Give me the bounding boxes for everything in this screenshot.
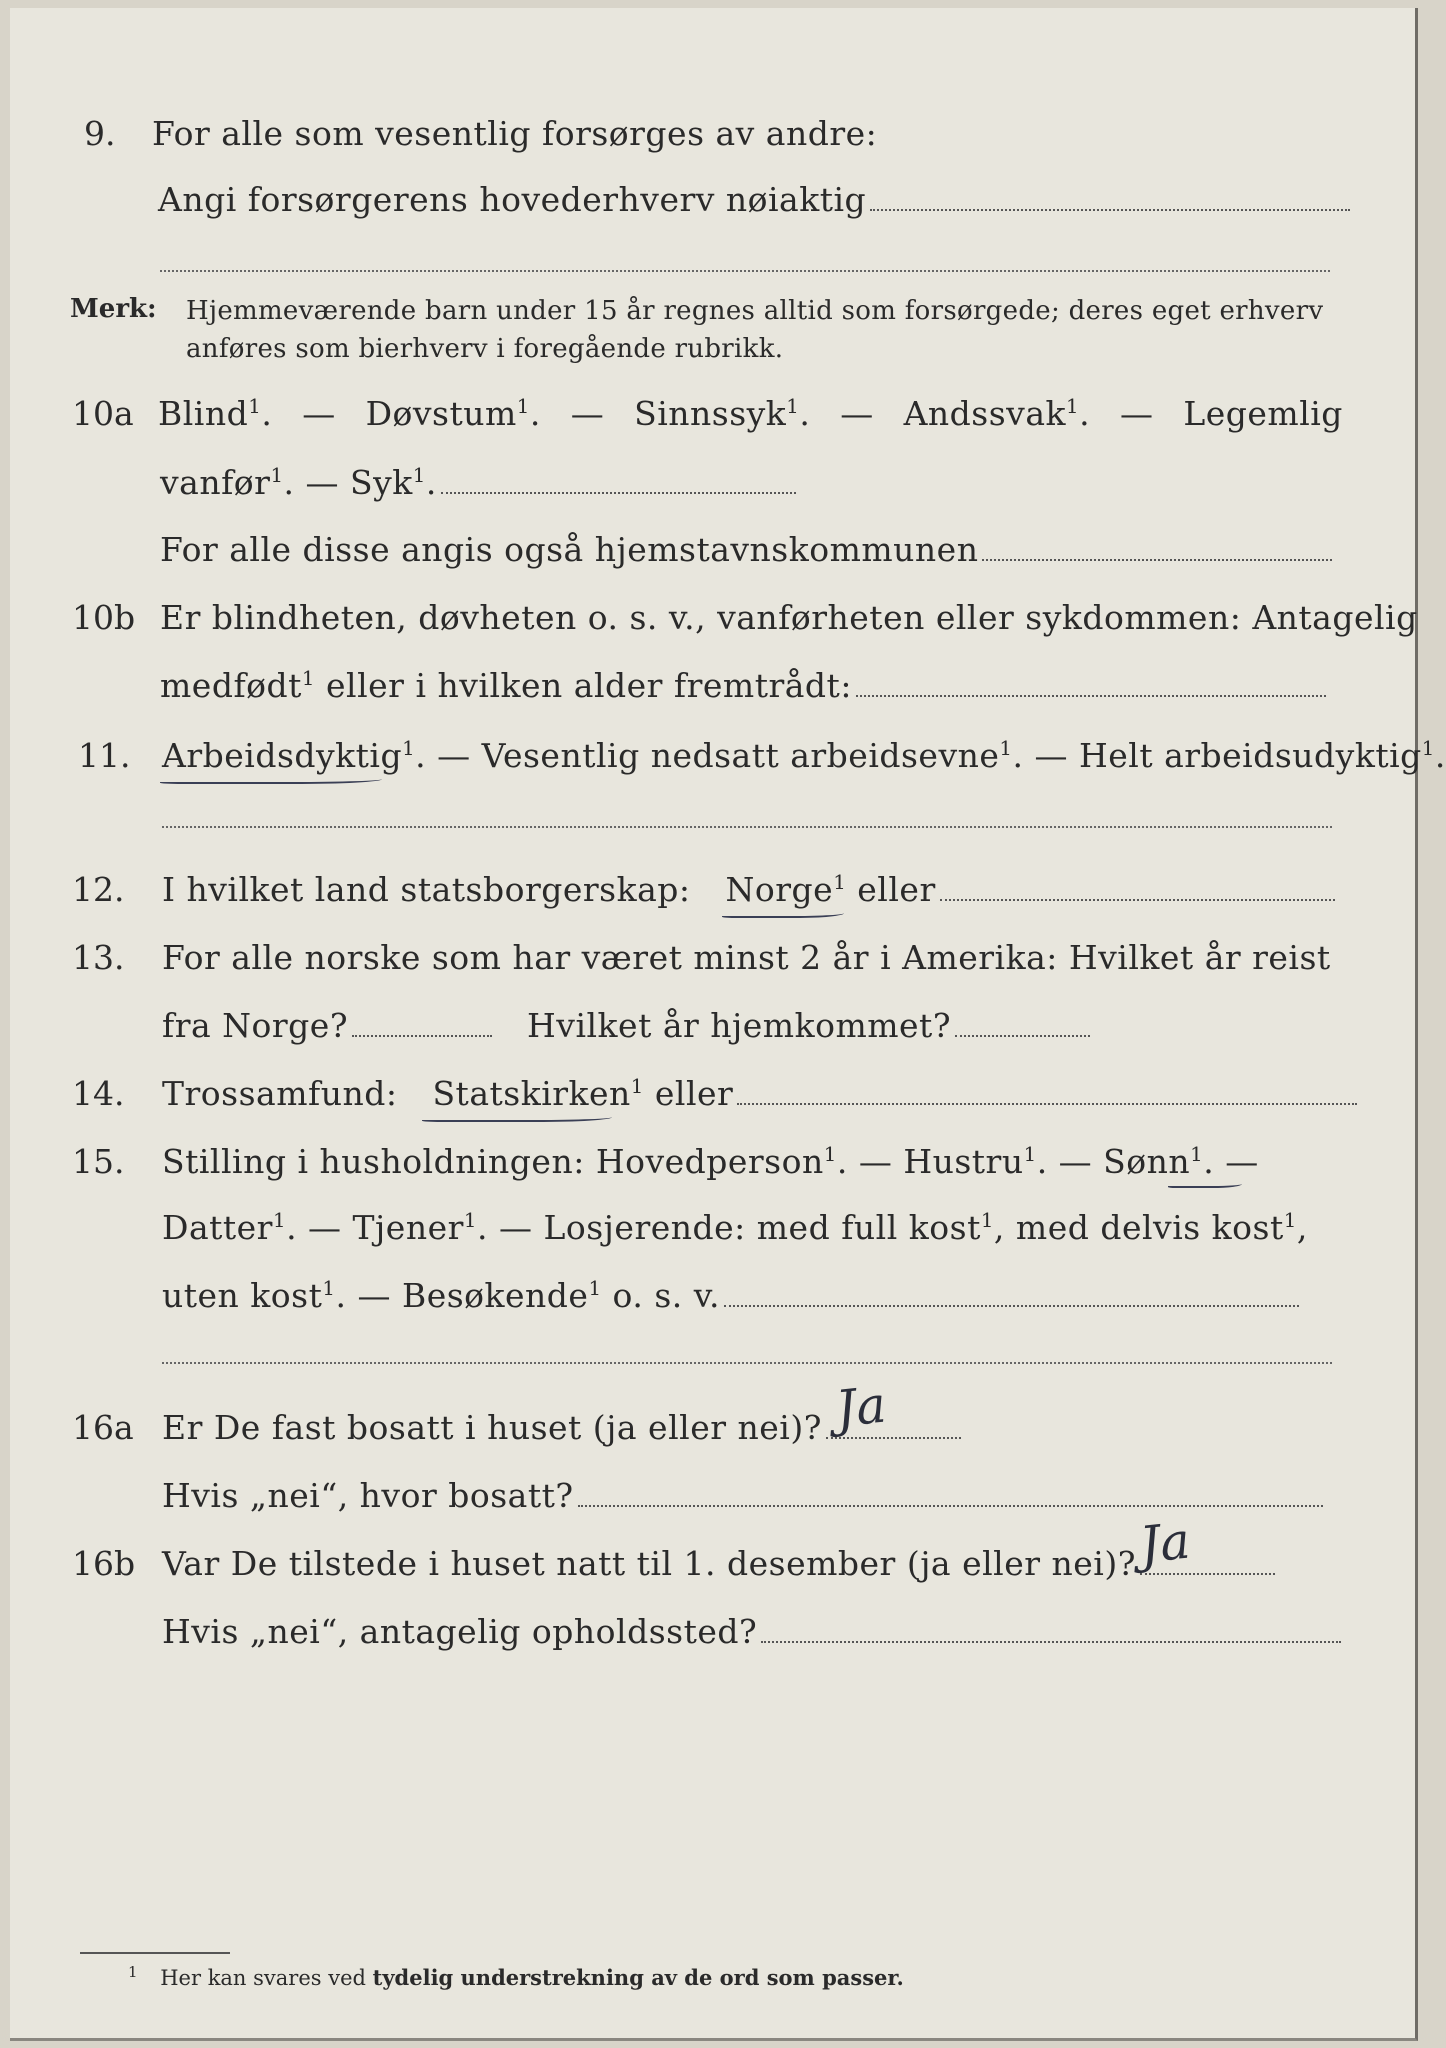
q14-suffix: eller <box>654 1074 734 1113</box>
q10a-opt-dovstum[interactable]: Døvstum$^1$. <box>365 394 541 433</box>
q15-answer-line-2[interactable] <box>162 1362 1332 1364</box>
q10a-opt-syk[interactable]: Syk$^1$. <box>350 463 437 502</box>
q13-line-2 <box>162 1006 1090 1045</box>
q10b-opt-medfodt[interactable]: medfødt$^1$ <box>160 666 316 705</box>
q10b-line-2 <box>160 666 1326 705</box>
q10a-syk-line[interactable] <box>441 492 796 494</box>
q16a-handwritten-answer: Ja <box>833 1375 889 1439</box>
q15-opt-hustru[interactable]: Hustru$^1$ <box>903 1142 1037 1181</box>
q10a-opt-andssvak[interactable]: Andssvak$^1$. <box>903 394 1091 433</box>
q15-osv: o. s. v. <box>612 1276 720 1315</box>
q16a-question: Er De fast bosatt i huset (ja eller nei)? <box>162 1408 822 1447</box>
q10a-kommune-line[interactable] <box>982 559 1332 561</box>
q15-opt-besokende[interactable]: Besøkende$^1$ <box>401 1276 602 1315</box>
q13-line-1: For alle norske som har været minst 2 år i Amerika: Hvilket år reist <box>162 938 1331 977</box>
q14-label: Trossamfund: <box>162 1074 398 1113</box>
q12-line <box>162 870 1335 909</box>
q16b-line-2 <box>162 1612 1341 1651</box>
merk-line-1: Hjemmeværende barn under 15 år regnes alltid som forsørgede; deres eget erhverv <box>186 296 1324 326</box>
q10b-number: 10b <box>72 598 136 637</box>
q14-answer-line[interactable] <box>737 1103 1357 1105</box>
q10b-line-1: Er blindheten, døvheten o. s. v., vanførheten eller sykdommen: Antagelig <box>160 598 1418 637</box>
q16b-answer-line[interactable] <box>1140 1573 1275 1575</box>
q12-handwritten-underline <box>722 906 844 918</box>
footnote-mark: 1 <box>128 1963 138 1981</box>
q11-line: Arbeidsdyktig$^1$. — Vesentlig nedsatt arbeidsevne$^1$. — Helt arbeidsudyktig$^1$. <box>162 736 1446 775</box>
q12-suffix: eller <box>857 870 936 909</box>
q15-line-2: Datter$^1$. — Tjener$^1$. — Losjerende: med full kost$^1$, med delvis kost$^1$, <box>162 1208 1308 1247</box>
q12-number: 12. <box>72 870 125 909</box>
q10b-answer-line[interactable] <box>856 695 1326 697</box>
footnote-rule <box>80 1952 230 1954</box>
q15-answer-line[interactable] <box>724 1305 1299 1307</box>
q10a-line-3 <box>160 530 1332 569</box>
q10a-opt-sinnssyk[interactable]: Sinnssyk$^1$. <box>634 394 811 433</box>
footnote <box>128 1963 904 1990</box>
q12-answer-norge[interactable]: Norge$^1$ <box>725 870 847 909</box>
q13-hjemkommet-label: Hvilket år hjemkommet? <box>527 1006 952 1045</box>
q11-opt-udyktig[interactable]: Helt arbeidsudyktig$^1$ <box>1078 736 1435 775</box>
q10a-line-1: Blind$^1$. — Døvstum$^1$. — Sinnssyk$^1$. — Andssvak$^1$. — Legemlig <box>158 394 1343 433</box>
q16b-question: Var De tilstede i huset natt til 1. desember (ja eller nei)? <box>162 1544 1136 1583</box>
q9-answer-line[interactable] <box>870 209 1350 211</box>
q12-label: I hvilket land statsborgerskap: <box>162 870 691 909</box>
q11-handwritten-underline <box>160 772 382 784</box>
q10a-opt-blind[interactable]: Blind$^1$. <box>158 394 273 433</box>
footnote-bold-text: tydelig understrekning av de ord som passer. <box>372 1965 904 1990</box>
q11-opt-arbeidsdyktig[interactable]: Arbeidsdyktig$^1$ <box>162 736 416 775</box>
merk-label: Merk: <box>70 294 157 324</box>
q11-opt-nedsatt[interactable]: Vesentlig nedsatt arbeidsevne$^1$ <box>481 736 1013 775</box>
merk-line-2: anføres som bierhverv i foregående rubrikk. <box>186 334 784 364</box>
q16a-hvor-label: Hvis „nei“, hvor bosatt? <box>162 1476 574 1515</box>
q16b-number: 16b <box>72 1544 136 1583</box>
q15-opt-tjener[interactable]: Tjener$^1$ <box>352 1208 477 1247</box>
q15-opt-hovedperson[interactable]: Stilling i husholdningen: Hovedperson$^1$ <box>162 1142 837 1181</box>
q13-hjemkommet-line[interactable] <box>955 1035 1090 1037</box>
q13-reist-line[interactable] <box>352 1035 492 1037</box>
q10a-opt-legemlig[interactable]: Legemlig <box>1183 394 1343 433</box>
q16a-hvor-line[interactable] <box>578 1505 1323 1507</box>
q13-number: 13. <box>72 938 125 977</box>
q14-handwritten-underline <box>422 1110 612 1122</box>
q13-reist-label: fra Norge? <box>162 1006 349 1045</box>
q15-line-3: uten kost$^1$. — Besøkende$^1$ o. s. v. <box>162 1276 1299 1315</box>
q15-opt-delvis-kost[interactable]: med delvis kost$^1$ <box>1015 1208 1297 1247</box>
census-form-page <box>10 8 1446 2041</box>
q9-answer-line-2[interactable] <box>160 270 1330 272</box>
q16a-number: 16a <box>72 1408 134 1447</box>
q9-number: 9. <box>84 114 116 153</box>
q15-opt-uten-kost[interactable]: uten kost$^1$ <box>162 1276 336 1315</box>
q15-opt-full-kost[interactable]: Losjerende: med full kost$^1$ <box>543 1208 994 1247</box>
q9-title: For alle som vesentlig forsørges av andre: <box>152 114 878 153</box>
q15-opt-datter[interactable]: Datter$^1$ <box>162 1208 287 1247</box>
q11-answer-line[interactable] <box>162 826 1332 828</box>
q10b-line-2-text: eller i hvilken alder fremtrådt: <box>326 666 852 705</box>
q10a-opt-vanfor[interactable]: vanfør$^1$. <box>160 463 295 502</box>
q15-number: 15. <box>72 1142 125 1181</box>
q15-opt-sonn[interactable]: Sønn$^1$ <box>1103 1142 1204 1181</box>
q9-label-text: Angi forsørgerens hovederhverv nøiaktig <box>158 180 867 219</box>
q16b-line-1 <box>162 1544 1275 1583</box>
footnote-text: Her kan svares ved <box>160 1966 366 1990</box>
q15-line-1: Stilling i husholdningen: Hovedperson$^1$. — Hustru$^1$. — Sønn$^1$. — <box>162 1142 1259 1181</box>
q11-number: 11. <box>78 736 131 775</box>
q9-label <box>158 180 1350 219</box>
q14-answer-statskirken[interactable]: Statskirken$^1$ <box>432 1074 644 1113</box>
q10a-number: 10a <box>72 394 134 433</box>
q15-handwritten-underline <box>1168 1178 1242 1188</box>
q12-answer-line[interactable] <box>940 899 1335 901</box>
q14-number: 14. <box>72 1074 125 1113</box>
q14-line <box>162 1074 1357 1113</box>
q16b-opholdssted-line[interactable] <box>761 1641 1341 1643</box>
q16b-opholdssted-label: Hvis „nei“, antagelig opholdssted? <box>162 1612 758 1651</box>
q16b-handwritten-answer: Ja <box>1137 1511 1193 1575</box>
q16a-line-2 <box>162 1476 1323 1515</box>
q10a-line-2: vanfør$^1$. — Syk$^1$. <box>160 463 796 502</box>
q10a-line-3-text: For alle disse angis også hjemstavnskommunen <box>160 530 979 569</box>
